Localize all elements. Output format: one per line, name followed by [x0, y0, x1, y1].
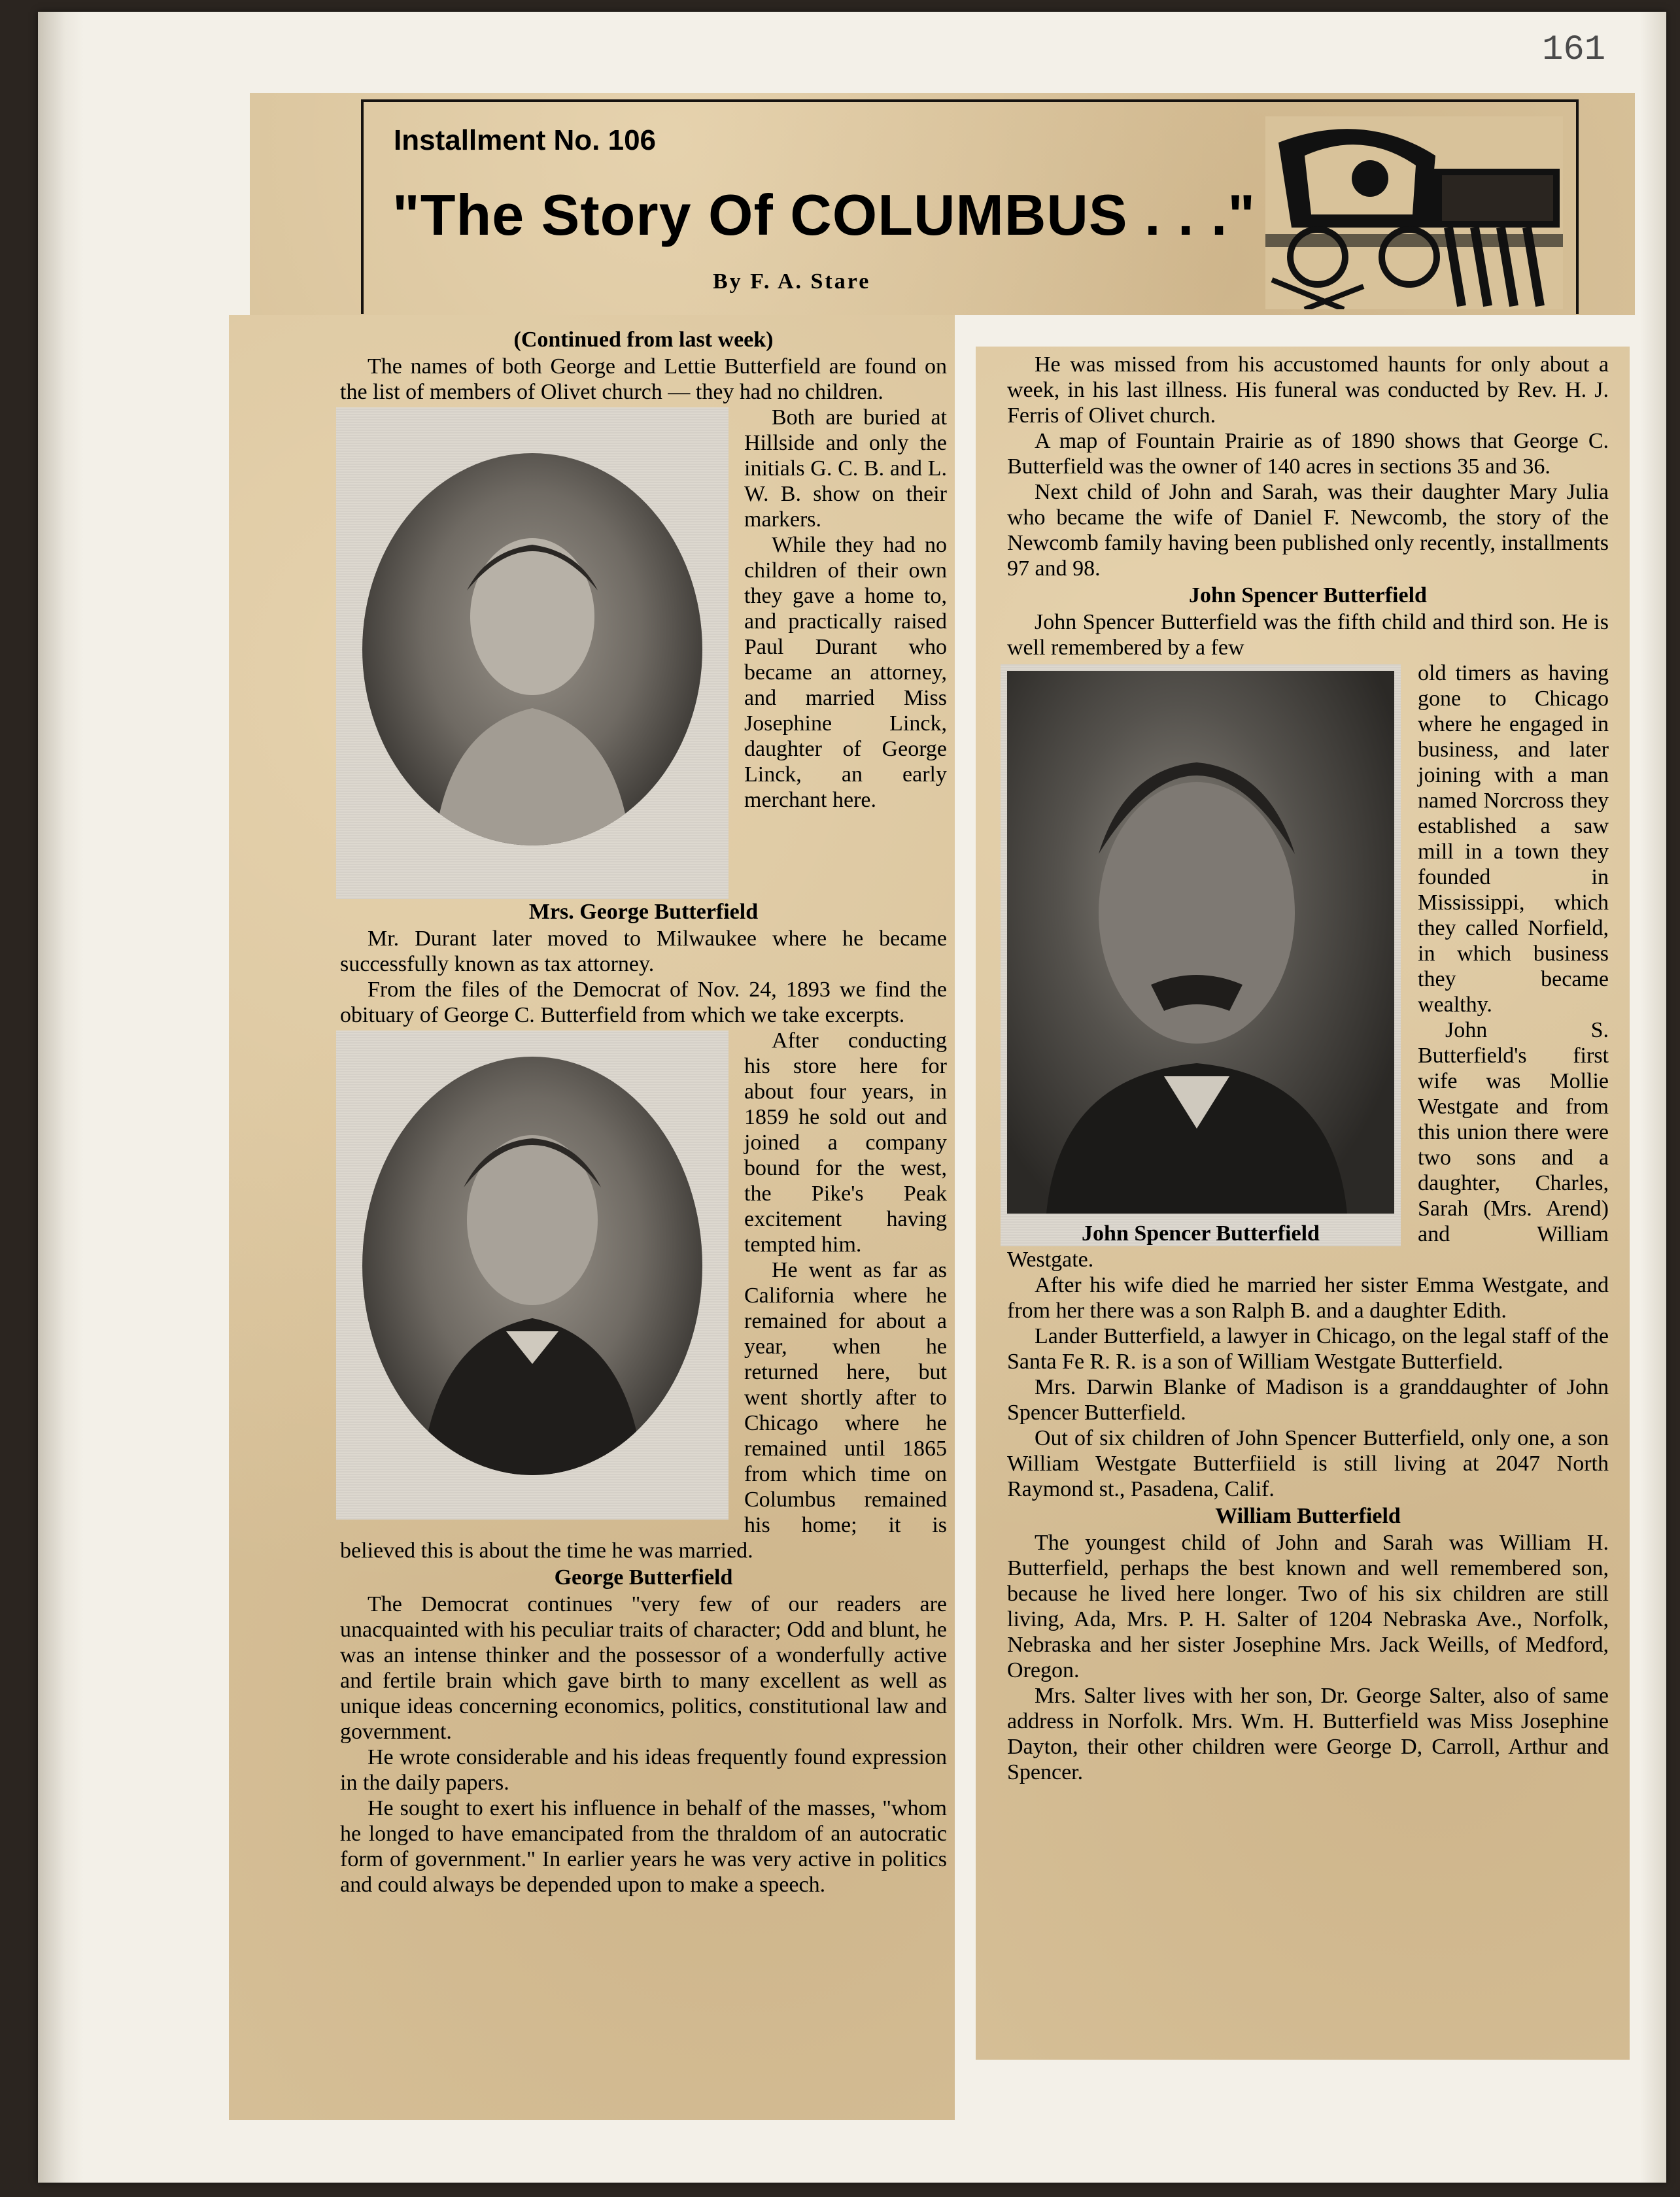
photo-caption: Mrs. George Butterfield: [528, 900, 759, 924]
paragraph: Out of six children of John Spencer Butterfield, only one, a son William Westgate Butterfiield is still living at 2047 North Raymond st., Pasadena, Calif.: [1007, 1426, 1609, 1501]
portrait-oval: [362, 1057, 702, 1475]
paragraph: The Democrat continues "very few of our readers are unacquainted with his peculiar traits of character; Odd and blunt, he was an intense thinker and the possessor of a wonderfully active and fertile brain which gave birth to many excellent as well as unique ideas concerning economics, politics, constitutional law and government.: [340, 1592, 947, 1744]
paragraph: John Spencer Butterfield was the fifth child and third son. He is well remembered by a few: [1007, 610, 1609, 660]
covered-wagon-icon: [1265, 116, 1563, 309]
photo-john-spencer-butterfield: [1001, 664, 1401, 1246]
paragraph: While they had no children of their own they gave a home to, and practically raised Paul Durant who became an attorney, and married Miss Josephine Linck, daughter of George Linck, an early merchant here.: [744, 533, 947, 812]
paragraph: Next child of John and Sarah, was their daughter Mary Julia who became the wife of Daniel F. Newcomb, the story of the Newcomb family having been published only recently, installments 97 and 98.: [1007, 480, 1609, 581]
right-column-text: [1007, 352, 1609, 1785]
section-heading: William Butterfield: [1215, 1504, 1401, 1528]
paragraph: After his wife died he married her sister Emma Westgate, and from her there was a son Ralph B. and a daughter Edith.: [1007, 1273, 1609, 1323]
portrait-oval: [362, 453, 702, 845]
paragraph: Mrs. Darwin Blanke of Madison is a granddaughter of John Spencer Butterfield.: [1007, 1375, 1609, 1425]
left-column-text: [340, 326, 947, 1898]
paragraph: The youngest child of John and Sarah was William H. Butterfield, perhaps the best known and well remembered son, because he lived here longer. Two of his six children are still living, Ada, Mrs. P. H. Salter of 1204 Nebraska Ave., Norfolk, Nebraska and her sister Josephine Mrs. Jack Weills, of Medford, Oregon.: [1007, 1531, 1609, 1682]
paragraph-continuation: old timers as having gone to Chicago where he engaged in business, and later joining with a man named Norcross they established a saw mill in a town they founded in Mississippi, which they called Norfield, in which business they became wealthy.: [1418, 661, 1609, 1017]
page-number: 161: [1542, 30, 1606, 70]
photo-caption: John Spencer Butterfield: [1082, 1221, 1320, 1246]
paragraph: A map of Fountain Prairie as of 1890 shows that George C. Butterfield was the owner of 140 acres in sections 35 and 36.: [1007, 429, 1609, 479]
photo-caption: George Butterfield: [554, 1565, 733, 1590]
paragraph: He was missed from his accustomed haunts for only about a week, in his last illness. His funeral was conducted by Rev. H. J. Ferris of Olivet church.: [1007, 352, 1609, 428]
article-title: "The Story Of COLUMBUS . . .": [392, 182, 1256, 247]
paragraph: He wrote considerable and his ideas frequently found expression in the daily papers.: [340, 1745, 947, 1795]
paragraph: He sought to exert his influence in behalf of the masses, "whom he longed to have emancipated from the thraldom of an autocratic form of government." In earlier years he was very active in politics and could always be depended upon to make a speech.: [340, 1796, 947, 1897]
paragraph: Both are buried at Hillside and only the initials G. C. B. and L. W. B. show on their markers.: [744, 405, 947, 532]
book-spine: [38, 12, 84, 2183]
paragraph: After conducting his store here for about four years, in 1859 he sold out and joined a company bound for the west, the Pike's Peak excitement having tempted him.: [744, 1029, 947, 1257]
photo-george-butterfield: [336, 1030, 729, 1520]
paragraph: Mrs. Salter lives with her son, Dr. George Salter, also of same address in Norfolk. Mrs. Wm. H. Butterfield was Miss Josephine Dayton, their other children were George D, Carroll, Arthur and Spencer.: [1007, 1684, 1609, 1784]
paragraph: From the files of the Democrat of Nov. 24, 1893 we find the obituary of George C. Butterfield from which we take excerpts.: [340, 978, 947, 1027]
page-edge: [1640, 12, 1666, 2183]
paragraph: Mr. Durant later moved to Milwaukee where he became successfully known as tax attorney.: [340, 927, 947, 976]
paragraph: Lander Butterfield, a lawyer in Chicago, on the legal staff of the Santa Fe R. R. is a son of William Westgate Butterfield.: [1007, 1324, 1609, 1374]
paragraph: He went as far as California where he remained for about a year, when he returned here, but went shortly after to Chicago where he remained until 1865 from which time on Columbus remained his home; it is believed this is about the time he was married.: [340, 1258, 947, 1563]
portrait-image: [1007, 671, 1394, 1214]
continued-note: (Continued from last week): [513, 328, 774, 352]
paragraph: The names of both George and Lettie Butterfield are found on the list of members of Olivet church — they had no children.: [340, 354, 947, 404]
photo-mrs-george-butterfield: [336, 407, 729, 899]
section-heading: John Spencer Butterfield: [1189, 583, 1427, 607]
installment-label: Installment No. 106: [394, 124, 657, 156]
byline: By F. A. Stare: [713, 269, 871, 294]
paragraph: John S. Butterfield's first wife was Mollie Westgate and from this union there were two sons and a daughter, Charles, Sarah (Mrs. Arend) and William Westgate.: [1007, 1018, 1609, 1272]
